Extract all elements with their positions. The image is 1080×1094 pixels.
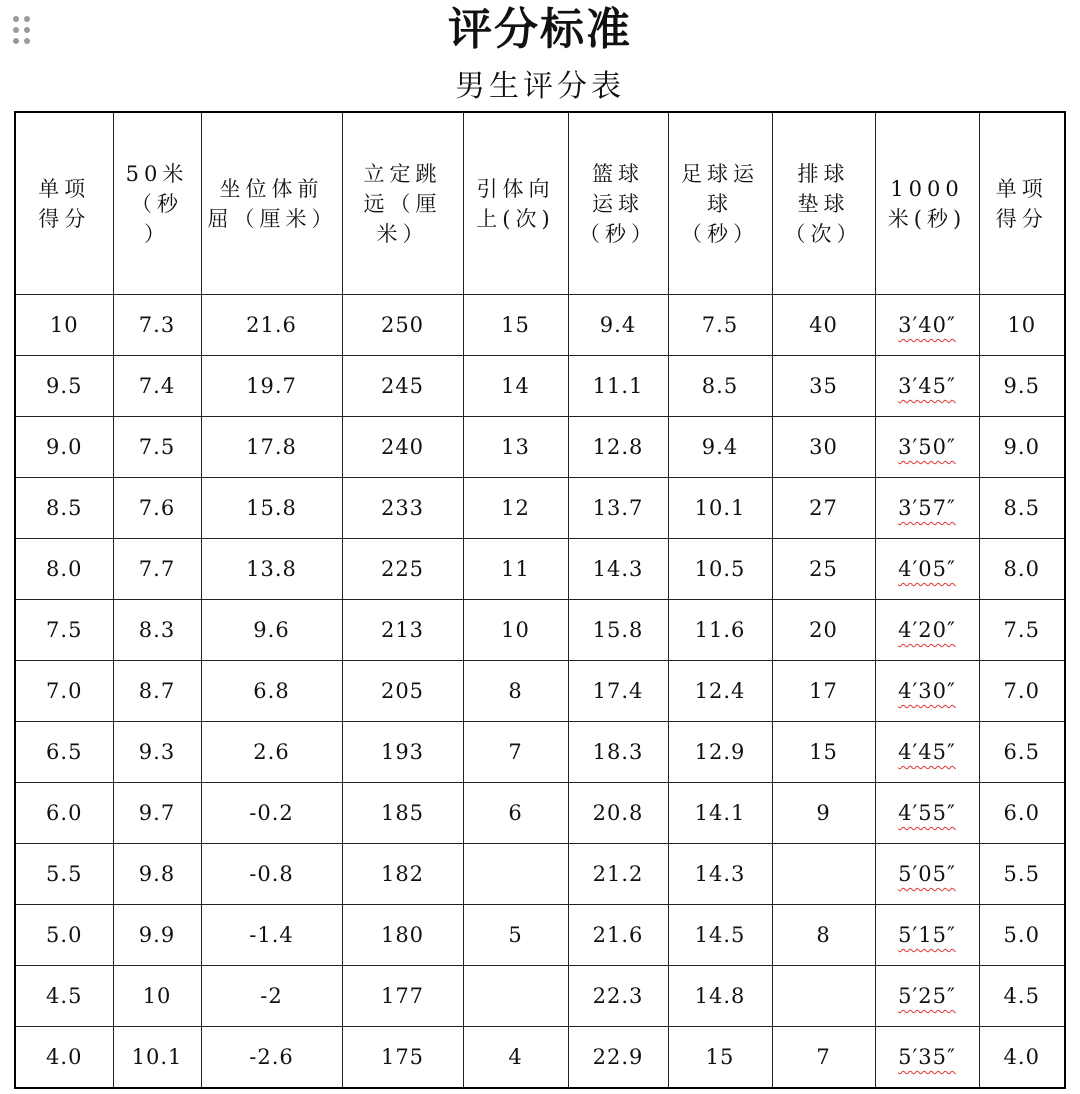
table-cell: 7 [772,1027,875,1089]
table-row [15,539,1065,600]
table-cell: 7.7 [113,539,201,600]
table-cell: 14.1 [668,783,772,844]
table-cell: 22.9 [568,1027,668,1089]
table-cell: 6.5 [15,722,113,783]
table-cell: 245 [342,356,463,417]
table-cell: 233 [342,478,463,539]
table-cell: 8.0 [15,539,113,600]
table-cell-value: 4′45″ [898,740,956,764]
table-cell-value: 3′50″ [898,435,956,459]
table-cell: 4.0 [15,1027,113,1089]
table-cell: 15 [668,1027,772,1089]
column-header-line: 坐位体前 [219,176,324,201]
table-cell: 17.4 [568,661,668,722]
column-header-line: （次） [784,221,863,246]
table-cell: 12.4 [668,661,772,722]
table-cell: 7.5 [15,600,113,661]
table-cell: 9.0 [15,417,113,478]
column-header-line: 得分 [38,206,91,231]
table-cell: 20.8 [568,783,668,844]
table-cell-value: 3′57″ [898,496,956,520]
table-cell [875,905,979,966]
table-cell-value: 5′35″ [898,1045,956,1069]
table-cell: 205 [342,661,463,722]
table-cell: 185 [342,783,463,844]
table-cell [875,966,979,1027]
column-header-line: 远（厘 [363,191,442,216]
column-header-line: 上(次) [476,206,555,231]
table-cell [463,966,568,1027]
table-cell: 225 [342,539,463,600]
table-cell: 13 [463,417,568,478]
table-cell: 8.5 [668,356,772,417]
table-cell: 12.9 [668,722,772,783]
table-row [15,1027,1065,1089]
table-cell: 9 [772,783,875,844]
column-header-line: 50米 [125,161,189,186]
table-cell: 7.5 [113,417,201,478]
table-cell: 5 [463,905,568,966]
column-header-line: 米） [376,221,429,246]
column-header [568,112,668,295]
table-cell: 7.5 [979,600,1065,661]
table-cell: 35 [772,356,875,417]
table-cell: 9.9 [113,905,201,966]
column-header-line: ） [144,221,170,246]
column-header-line: 排球 [797,161,850,186]
table-cell [875,356,979,417]
column-header [342,112,463,295]
table-cell [772,844,875,905]
column-header [463,112,568,295]
table-row [15,905,1065,966]
table-cell: 8 [463,661,568,722]
table-cell [875,539,979,600]
table-cell: -1.4 [201,905,342,966]
column-header-line: 足球运 [681,161,759,186]
table-cell: 21.6 [201,295,342,356]
table-cell: 9.5 [979,356,1065,417]
table-subtitle: 男生评分表 [455,69,625,104]
column-header [979,112,1065,295]
table-row [15,661,1065,722]
table-cell: -2 [201,966,342,1027]
table-cell: 13.8 [201,539,342,600]
table-cell-value: 4′55″ [898,801,956,825]
table-cell: 4.0 [979,1027,1065,1089]
column-header [875,112,979,295]
table-cell: 21.6 [568,905,668,966]
table-cell: 250 [342,295,463,356]
table-cell: 9.3 [113,722,201,783]
table-cell: 14 [463,356,568,417]
table-cell: 11.1 [568,356,668,417]
table-row [15,478,1065,539]
table-cell: 9.4 [568,295,668,356]
column-header [15,112,113,295]
column-header-line: （秒 [131,191,183,216]
table-cell: 6.8 [201,661,342,722]
column-header [772,112,875,295]
table-cell: 11.6 [668,600,772,661]
table-cell: 8.5 [15,478,113,539]
table-cell: 4.5 [979,966,1065,1027]
column-header-line: 米(秒) [887,206,967,231]
table-cell: 9.5 [15,356,113,417]
table-cell: 5.0 [15,905,113,966]
table-cell [875,478,979,539]
table-cell: 18.3 [568,722,668,783]
table-cell: 9.0 [979,417,1065,478]
table-row [15,783,1065,844]
table-row [15,844,1065,905]
table-cell: 10.5 [668,539,772,600]
table-row [15,356,1065,417]
table-cell: 213 [342,600,463,661]
table-cell-value: 3′45″ [898,374,956,398]
table-row [15,600,1065,661]
table-cell: 10 [113,966,201,1027]
column-header-line: 单项 [38,176,91,201]
table-cell-value: 5′15″ [898,923,956,947]
table-cell: 240 [342,417,463,478]
table-cell: 10.1 [113,1027,201,1089]
table-cell: 177 [342,966,463,1027]
table-cell: 7.4 [113,356,201,417]
table-cell: 7.5 [668,295,772,356]
table-cell: 4.5 [15,966,113,1027]
table-cell: 2.6 [201,722,342,783]
table-cell: 9.8 [113,844,201,905]
table-cell: 12 [463,478,568,539]
column-header-line: 球 [707,191,733,216]
table-cell: 7.0 [979,661,1065,722]
table-cell-value: 5′25″ [898,984,956,1008]
table-cell-value: 4′20″ [898,618,956,642]
table-cell: 10 [979,295,1065,356]
table-row [15,966,1065,1027]
table-cell: 6.5 [979,722,1065,783]
table-cell: 7.0 [15,661,113,722]
table-row [15,722,1065,783]
table-cell: 9.6 [201,600,342,661]
table-cell-value: 4′05″ [898,557,956,581]
table-cell: 15 [463,295,568,356]
table-cell: 7 [463,722,568,783]
table-cell: -0.8 [201,844,342,905]
table-cell: 11 [463,539,568,600]
table-cell: 14.5 [668,905,772,966]
table-cell: 5.5 [979,844,1065,905]
table-cell: 8.5 [979,478,1065,539]
table-cell-value: 3′40″ [898,313,956,337]
table-cell: 14.8 [668,966,772,1027]
table-cell: 182 [342,844,463,905]
table-cell: 40 [772,295,875,356]
table-cell: 5.0 [979,905,1065,966]
table-header-row [15,112,1065,295]
table-cell: 10 [15,295,113,356]
table-cell: 19.7 [201,356,342,417]
table-cell: 8.0 [979,539,1065,600]
table-cell: 15.8 [201,478,342,539]
table-cell: 4 [463,1027,568,1089]
column-header-line: 得分 [995,206,1048,231]
column-header-line: 屈（厘米） [207,206,338,231]
table-cell: -0.2 [201,783,342,844]
table-cell-value: 5′05″ [898,862,956,886]
table-cell: 17.8 [201,417,342,478]
table-row [15,295,1065,356]
table-cell [875,1027,979,1089]
table-cell: 193 [342,722,463,783]
table-cell: 10 [463,600,568,661]
column-header-line: （秒） [681,221,759,246]
column-header-line: 引体向 [476,176,555,201]
table-cell: 20 [772,600,875,661]
table-cell: 21.2 [568,844,668,905]
table-cell: 14.3 [668,844,772,905]
column-header [201,112,342,295]
table-cell [875,722,979,783]
table-cell: 9.4 [668,417,772,478]
table-cell: 8.3 [113,600,201,661]
table-cell: 9.7 [113,783,201,844]
column-header-line: 单项 [995,176,1048,201]
column-header-line: 篮球 [592,161,644,186]
table-cell: 10.1 [668,478,772,539]
table-cell [875,417,979,478]
table-cell-value: 4′30″ [898,679,956,703]
column-header-line: （秒） [579,221,657,246]
table-cell: -2.6 [201,1027,342,1089]
column-header-line: 运球 [592,191,644,216]
table-cell [875,661,979,722]
table-cell: 15 [772,722,875,783]
table-cell: 27 [772,478,875,539]
table-cell: 7.6 [113,478,201,539]
column-header-line: 垫球 [797,191,850,216]
column-header-line: 1000 [890,176,964,201]
table-cell [463,844,568,905]
table-cell: 7.3 [113,295,201,356]
table-cell [772,966,875,1027]
table-cell [875,600,979,661]
column-header-line: 立定跳 [363,161,442,186]
column-header [668,112,772,295]
table-row [15,417,1065,478]
table-cell: 15.8 [568,600,668,661]
table-cell: 8.7 [113,661,201,722]
table-cell: 14.3 [568,539,668,600]
table-cell: 12.8 [568,417,668,478]
table-cell: 180 [342,905,463,966]
table-cell: 6.0 [979,783,1065,844]
table-body [15,295,1065,1089]
table-cell: 175 [342,1027,463,1089]
page-title: 评分标准 [448,4,632,55]
table-cell [875,783,979,844]
table-cell: 6 [463,783,568,844]
table-cell: 22.3 [568,966,668,1027]
table-cell: 25 [772,539,875,600]
table-cell: 30 [772,417,875,478]
scoring-table [14,111,1066,1089]
column-header [113,112,201,295]
table-cell: 6.0 [15,783,113,844]
table-cell: 8 [772,905,875,966]
table-cell [875,295,979,356]
table-cell: 5.5 [15,844,113,905]
table-cell: 17 [772,661,875,722]
table-cell [875,844,979,905]
table-cell: 13.7 [568,478,668,539]
